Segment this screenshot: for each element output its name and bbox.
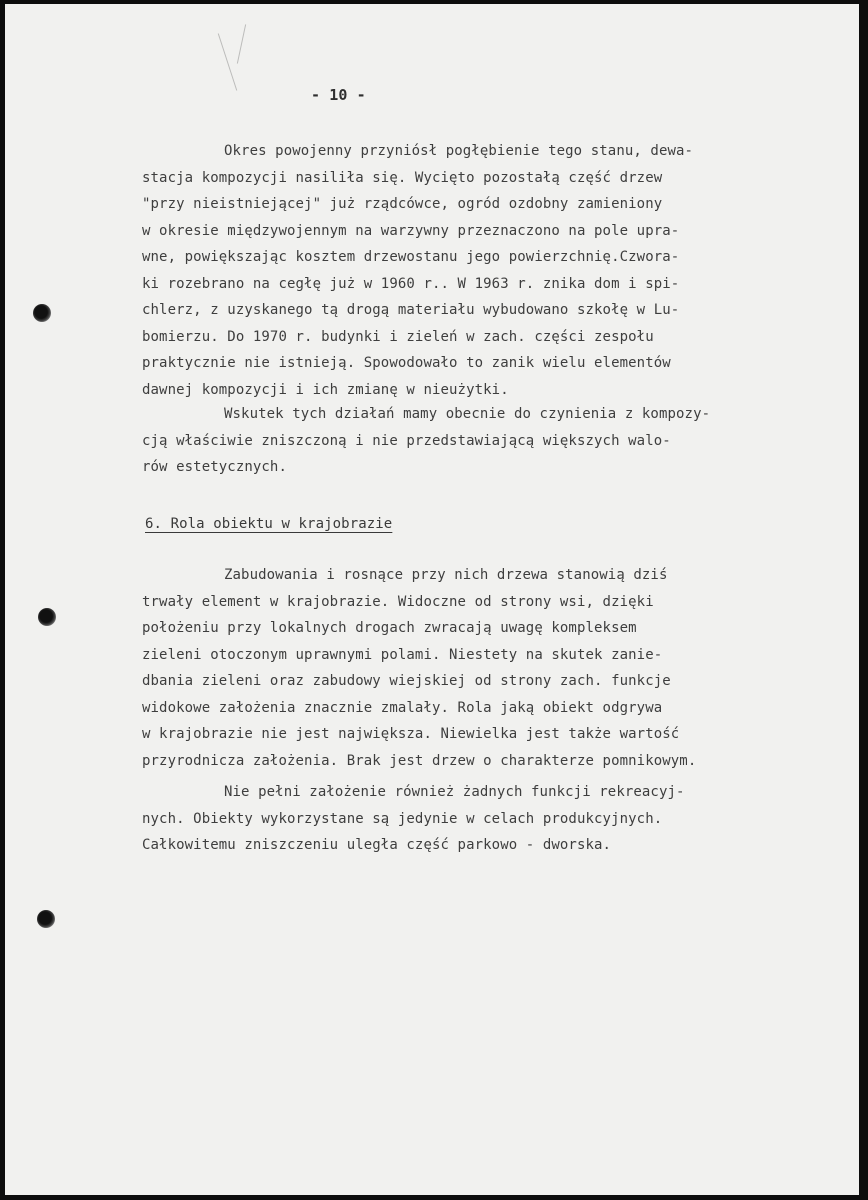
text-line: wne, powiększając kosztem drzewostanu jego powierzchnię.Czwora- — [142, 249, 680, 265]
text-line: Wskutek tych działań mamy obecnie do czynienia z kompozy- — [224, 406, 711, 422]
text-line: Zabudowania i rosnące przy nich drzewa stanowią dziś — [224, 567, 668, 583]
text-line: trwały element w krajobrazie. Widoczne od strony wsi, dzięki — [142, 593, 654, 610]
text-line: zieleni otoczonym uprawnymi polami. Niestety na skutek zanie- — [142, 646, 663, 663]
paragraph-consequence — [142, 401, 710, 481]
text-line: cją właściwie zniszczoną i nie przedstawiającą większych walo- — [142, 432, 671, 449]
section-heading: 6. Rola obiektu w krajobrazie — [145, 516, 393, 532]
text-line: bomierzu. Do 1970 r. budynki i zieleń w zach. części zespołu — [142, 328, 654, 345]
text-line: rów estetycznych. — [142, 459, 287, 475]
document-page — [5, 4, 859, 1195]
paragraph-landscape-role — [142, 562, 696, 774]
text-line: praktycznie nie istnieją. Spowodowało to zanik wielu elementów — [142, 355, 671, 371]
punch-hole-icon — [33, 304, 51, 322]
text-line: "przy nieistniejącej" już rządcówce, ogród ozdobny zamieniony — [142, 196, 663, 212]
paragraph-functions — [142, 779, 685, 859]
page-number: - 10 - — [311, 86, 366, 104]
text-line: stacja kompozycji nasiliła się. Wycięto pozostałą część drzew — [142, 169, 663, 186]
text-line: chlerz, z uzyskanego tą drogą materiału wybudowano szkołę w Lu- — [142, 302, 680, 318]
text-line: w okresie międzywojennym na warzywny przeznaczono na pole upra- — [142, 222, 680, 239]
text-line: przyrodnicza założenia. Brak jest drzew o charakterze pomnikowym. — [142, 752, 697, 769]
text-line: Okres powojenny przyniósł pogłębienie tego stanu, dewa- — [224, 143, 694, 159]
text-line: w krajobrazie nie jest największa. Niewielka jest także wartość — [142, 726, 680, 742]
text-line: Całkowitemu zniszczeniu uległa część parkowo - dworska. — [142, 837, 612, 853]
text-line: dawnej kompozycji i ich zmianę w nieużytki. — [142, 381, 509, 398]
text-line: dbania zieleni oraz zabudowy wiejskiej od strony zach. funkcje — [142, 673, 671, 689]
text-line: Nie pełni założenie również żadnych funkcji rekreacyj- — [224, 784, 685, 800]
punch-hole-icon — [37, 910, 55, 928]
text-line: nych. Obiekty wykorzystane są jedynie w celach produkcyjnych. — [142, 810, 663, 827]
punch-hole-icon — [38, 608, 56, 626]
text-line: widokowe założenia znacznie zmalały. Rola jaką obiekt odgrywa — [142, 699, 663, 716]
paragraph-postwar-devastation — [142, 138, 693, 403]
text-line: położeniu przy lokalnych drogach zwracają uwagę kompleksem — [142, 620, 637, 636]
paper-scratch-mark — [218, 33, 237, 90]
paper-scratch-mark — [237, 24, 246, 63]
text-line: ki rozebrano na cegłę już w 1960 r.. W 1963 r. znika dom i spi- — [142, 275, 680, 292]
